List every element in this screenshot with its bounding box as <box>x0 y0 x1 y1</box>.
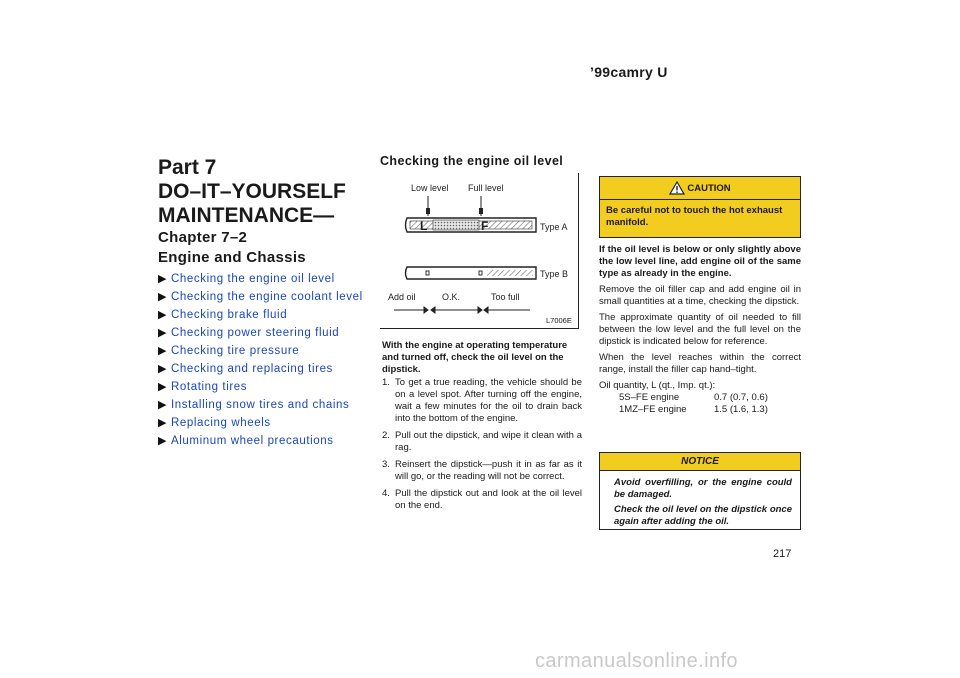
watermark: carmanualsonline.info <box>535 650 738 672</box>
toc-link-replacing-wheels[interactable]: ▶ Replacing wheels <box>158 417 271 429</box>
step-item: 1. To get a true reading, the vehicle should be on a level spot. After turning off the engine, wait a few minutes for the oil to drain back into the bottom of the engine. <box>382 377 582 424</box>
page-number: 217 <box>773 548 792 560</box>
notice-box <box>599 452 801 530</box>
chapter-toc <box>158 272 363 452</box>
triangle-right-icon: ▶ <box>158 417 168 429</box>
toc-link-brake-fluid[interactable]: ▶ Checking brake fluid <box>158 309 288 321</box>
filler-cap-paragraph: When the level reaches within the correct range, install the filler cap hand–tight. <box>599 352 801 375</box>
step-item: 2. Pull out the dipstick, and wipe it clean with a rag. <box>382 430 582 453</box>
toc-link-oil-level[interactable]: ▶ Checking the engine oil level <box>158 273 335 285</box>
chapter-title: Engine and Chassis <box>158 249 306 266</box>
toc-link-power-steering[interactable]: ▶ Checking power steering fluid <box>158 327 340 339</box>
caution-header <box>600 177 800 200</box>
toc-link-replacing-tires[interactable]: ▶ Checking and replacing tires <box>158 363 333 375</box>
type-a-label: Type A <box>540 222 568 232</box>
dipstick-diagram <box>380 173 578 328</box>
full-level-marker <box>479 208 483 214</box>
dipstick-figure <box>380 173 579 329</box>
step-item: 3. Reinsert the dipstick—push it in as far as it will go, or the reading will not be correct. <box>382 459 582 482</box>
low-level-paragraph: If the oil level is below or only slightly above the low level line, add engine oil of the same type as already in the engine. <box>599 244 801 279</box>
range-arrows <box>394 307 530 313</box>
part-heading <box>158 156 358 228</box>
oil-add-instructions <box>599 244 801 416</box>
add-oil-label: Add oil <box>388 292 416 302</box>
oil-quantity-row: 1MZ–FE engine 1.5 (1.6, 1.3) <box>619 404 768 415</box>
dipstick-type-a <box>406 218 537 233</box>
caution-title: CAUTION <box>687 182 731 194</box>
triangle-right-icon: ▶ <box>158 291 168 303</box>
manual-header: ’99camry U <box>590 64 668 80</box>
part-title-line2: MAINTENANCE— <box>158 204 335 227</box>
procedure-steps <box>382 377 582 517</box>
figure-code: L7006E <box>546 316 572 325</box>
toc-link-tire-pressure[interactable]: ▶ Checking tire pressure <box>158 345 300 357</box>
triangle-right-icon: ▶ <box>158 381 168 393</box>
toc-link-coolant-level[interactable]: ▶ Checking the engine coolant level <box>158 291 363 303</box>
triangle-right-icon: ▶ <box>158 363 168 375</box>
dipstick-type-b <box>406 267 537 279</box>
part-title-line1: DO–IT–YOURSELF <box>158 180 346 203</box>
triangle-right-icon: ▶ <box>158 273 168 285</box>
type-a-full-mark: F <box>481 219 489 233</box>
type-b-label: Type B <box>540 269 569 279</box>
quantity-paragraph: The approximate quantity of oil needed to fill between the low level and the full level on the dipstick is indicated below for reference. <box>599 312 801 347</box>
triangle-right-icon: ▶ <box>158 435 168 447</box>
triangle-right-icon: ▶ <box>158 327 168 339</box>
notice-body <box>600 471 800 528</box>
intro-paragraph: With the engine at operating temperature and turned off, check the oil level on the dipstick. <box>382 340 568 375</box>
oil-quantity-row: 5S–FE engine 0.7 (0.7, 0.6) <box>619 392 768 403</box>
chapter-heading <box>158 228 358 268</box>
part-number: Part 7 <box>158 156 217 179</box>
low-level-marker <box>426 208 430 214</box>
caution-box <box>599 176 801 238</box>
toc-link-aluminum-wheels[interactable]: ▶ Aluminum wheel precautions <box>158 435 334 447</box>
caution-text: Be careful not to touch the hot exhaust manifold. <box>606 205 783 228</box>
toc-link-rotating-tires[interactable]: ▶ Rotating tires <box>158 381 248 393</box>
low-level-label: Low level <box>411 183 449 193</box>
ok-label: O.K. <box>442 292 461 302</box>
notice-line: Check the oil level on the dipstick once again after adding the oil. <box>614 504 792 527</box>
chapter-number: Chapter 7–2 <box>158 229 248 246</box>
add-oil-paragraph: Remove the oil filler cap and add engine oil in small quantities at a time, checking the dipstick. <box>599 284 801 307</box>
notice-line: Avoid overfilling, or the engine could be damaged. <box>614 477 792 500</box>
triangle-right-icon: ▶ <box>158 309 168 321</box>
section-title: Checking the engine oil level <box>380 154 564 168</box>
notice-title: NOTICE <box>600 453 800 471</box>
oil-quantity-label: Oil quantity, L (qt., Imp. qt.): <box>599 380 716 391</box>
toc-link-snow-tires[interactable]: ▶ Installing snow tires and chains <box>158 399 350 411</box>
too-full-label: Too full <box>491 292 520 302</box>
step-item: 4. Pull the dipstick out and look at the oil level on the end. <box>382 488 582 511</box>
warning-icon <box>669 181 685 195</box>
type-a-low-mark: L <box>420 219 428 233</box>
triangle-right-icon: ▶ <box>158 399 168 411</box>
full-level-label: Full level <box>468 183 504 193</box>
triangle-right-icon: ▶ <box>158 345 168 357</box>
